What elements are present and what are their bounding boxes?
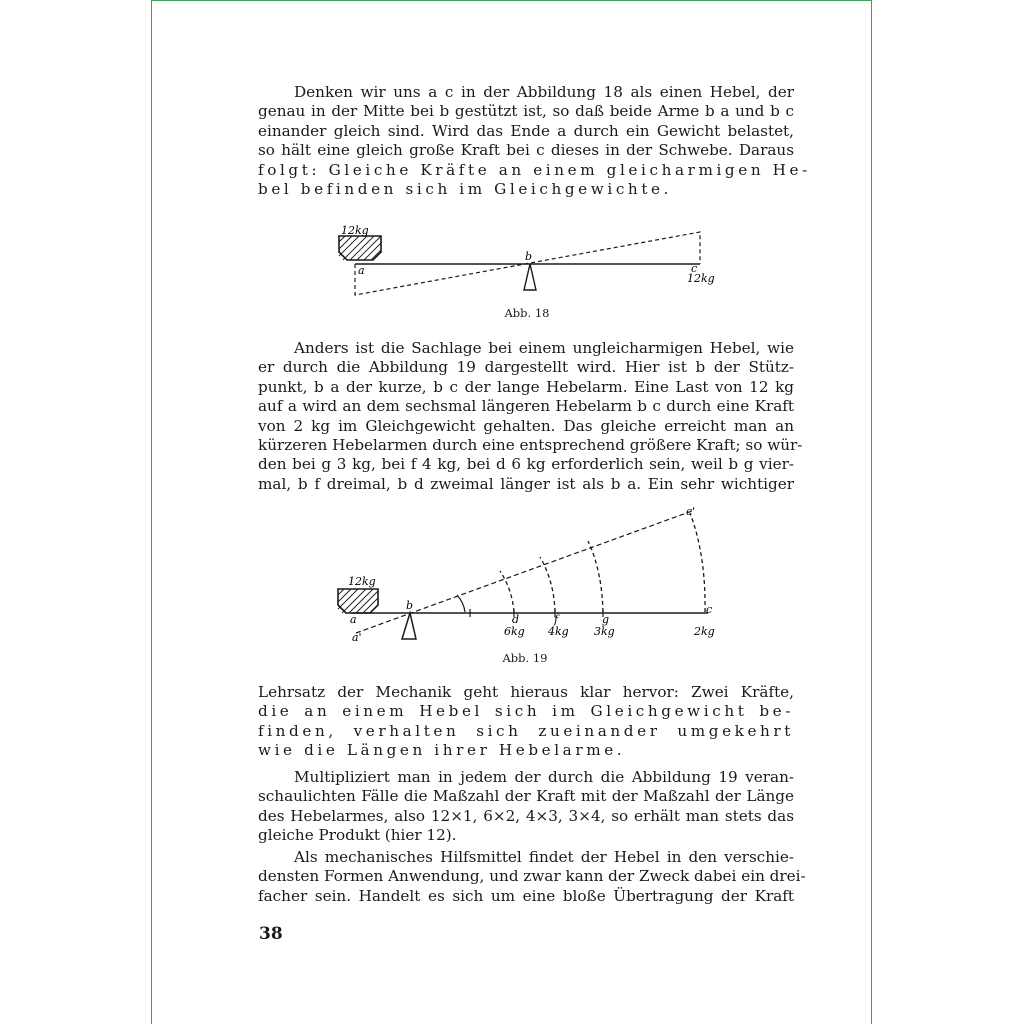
text-line: Multipliziert man in jedem der durch die Abbildung 19 veran-: [294, 768, 794, 786]
text-line-part: Lehrsatz der Mechanik geht hieraus klar hervor: Zwei Kräfte,: [258, 683, 794, 701]
arc-g: [588, 541, 603, 612]
point-c: c: [706, 603, 713, 616]
text-line: einander gleich sind. Wird das Ende a durch ein Gewicht belastet,: [258, 121, 794, 140]
text-line: die an einem Hebel sich im Gleichgewicht be-: [258, 702, 794, 721]
text-line: folgt: Gleiche Kräfte an einem gleicharmigen He-: [258, 160, 811, 179]
text-line: finden, verhalten sich zueinander umgekehrt: [258, 721, 794, 740]
point-b: b: [525, 250, 533, 263]
weight-block: [338, 589, 378, 613]
figure-18: [325, 222, 725, 302]
point-f: f: [554, 613, 559, 626]
figure-19: [330, 505, 730, 645]
paragraph-2: [258, 339, 803, 494]
text-line: so hält eine gleich große Kraft bei c dieses in der Schwebe. Daraus: [258, 141, 794, 160]
point-c-prime: c': [686, 505, 696, 518]
caption-19: Abb. 19: [502, 651, 548, 665]
label-f: 4kg: [548, 625, 569, 638]
weight-label: 12kg: [341, 224, 369, 237]
text-line: schaulichten Fälle die Maßzahl der Kraft mit der Maßzahl der Länge: [258, 787, 794, 806]
label-d: 6kg: [504, 625, 525, 638]
point-a-prime: a': [352, 631, 362, 644]
point-b: b: [406, 599, 414, 612]
text-line: [258, 683, 794, 702]
point-a: a: [350, 613, 357, 626]
text-line: Anders ist die Sachlage bei einem ungleicharmigen Hebel, wie: [294, 339, 794, 357]
label-g: 3kg: [594, 625, 615, 638]
paragraph-5: [258, 848, 806, 906]
right-weight-label: 12kg: [687, 272, 715, 285]
point-d: d: [512, 613, 520, 626]
text-line: des Hebelarmes, also 12×1, 6×2, 4×3, 3×4, so erhält man stets das: [258, 806, 794, 825]
fulcrum-icon: [524, 264, 536, 290]
text-line: facher sein. Handelt es sich um eine bloße Übertragung der Kraft: [258, 886, 794, 905]
arc-d: [500, 571, 514, 612]
page-number: 38: [259, 924, 283, 944]
text-line: von 2 kg im Gleichgewicht gehalten. Das gleiche erreicht man an: [258, 416, 794, 435]
text-line: kürzeren Hebelarmen durch eine entsprechend größere Kraft; so wür-: [258, 436, 803, 455]
arc-f: [540, 557, 555, 612]
weight-label: 12kg: [348, 575, 376, 588]
paragraph-4: [258, 768, 794, 846]
point-a: a: [358, 264, 365, 277]
label-c: 2kg: [694, 625, 715, 638]
text-line: den bei g 3 kg, bei f 4 kg, bei d 6 kg erforderlich sein, weil b g vier-: [258, 455, 794, 474]
text-line: auf a wird an dem sechsmal längeren Hebelarm b c durch eine Kraft: [258, 397, 794, 416]
text-line: densten Formen Anwendung, und zwar kann der Zweck dabei ein drei-: [258, 867, 806, 886]
text-line: er durch die Abbildung 19 dargestellt wird. Hier ist b der Stütz-: [258, 358, 794, 377]
paragraph-1: [258, 83, 811, 199]
arc-small: [457, 595, 465, 612]
text-line: gleiche Produkt (hier 12).: [258, 826, 457, 845]
text-line: genau in der Mitte bei b gestützt ist, so daß beide Arme b a und b c: [258, 102, 794, 121]
text-line: Als mechanisches Hilfsmittel findet der Hebel in den verschie-: [294, 848, 794, 866]
paragraph-3: [258, 683, 794, 761]
text-line: mal, b f dreimal, b d zweimal länger ist als b a. Ein sehr wichtiger: [258, 474, 794, 493]
text-line: punkt, b a der kurze, b c der lange Hebelarm. Eine Last von 12 kg: [258, 377, 794, 396]
text-line: Denken wir uns a c in der Abbildung 18 als einen Hebel, der: [294, 83, 794, 101]
dashed-lever: [356, 511, 692, 633]
point-c: c: [691, 262, 698, 275]
point-g: g: [602, 613, 610, 626]
fulcrum-icon: [402, 613, 416, 639]
text-line: wie die Längen ihrer Hebelarme.: [258, 741, 626, 760]
text-line: bel befinden sich im Gleichgewichte.: [258, 180, 673, 199]
arc-c: [690, 513, 705, 612]
caption-18: Abb. 18: [504, 306, 550, 320]
